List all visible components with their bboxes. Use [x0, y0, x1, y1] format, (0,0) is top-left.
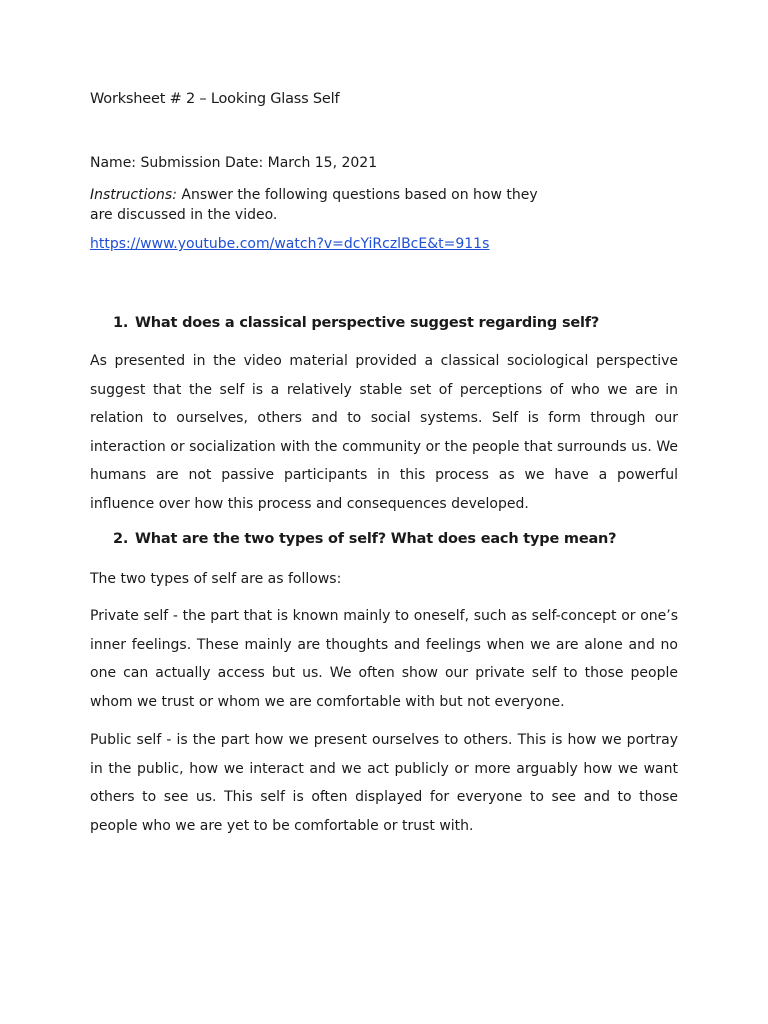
question-1-text: What does a classical perspective suggest regarding self?: [135, 315, 600, 331]
instructions-text: Answer the following questions based on how they are discussed in the video.: [90, 187, 538, 223]
question-1: [113, 315, 599, 331]
worksheet-title: Worksheet # 2 – Looking Glass Self: [90, 91, 340, 107]
question-2-text: What are the two types of self? What does each type mean?: [135, 531, 617, 547]
private-self-paragraph: Private self - the part that is known mainly to oneself, such as self-concept or one’s inner feelings. These mainly are thoughts and feelings when we are alone and no one can actually access but us. We often show our private self to those people whom we trust or whom we are comfortable with but not everyone.: [90, 608, 678, 710]
answer-1-paragraph: As presented in the video material provided a classical sociological perspective suggest that the self is a relatively stable set of perceptions of who we are in relation to ourselves, others and to social systems. Self is form through our interaction or socialization with the community or the people that surrounds us. We humans are not passive participants in this process as we have a powerful influence over how this process and consequences developed.: [90, 353, 678, 512]
name-submission-line: Name: Submission Date: March 15, 2021: [90, 155, 378, 171]
question-2: [113, 531, 616, 547]
instructions-label: Instructions:: [90, 187, 177, 203]
question-1-number: 1.: [113, 315, 129, 331]
video-link[interactable]: https://www.youtube.com/watch?v=dcYiRczlBcE&t=911s: [90, 236, 490, 252]
answer-2-intro: The two types of self are as follows:: [90, 571, 342, 587]
question-2-number: 2.: [113, 531, 129, 547]
public-self-paragraph: Public self - is the part how we present ourselves to others. This is how we portray in the public, how we interact and we act publicly or more arguably how we want others to see us. This self is often displayed for everyone to see and to those people who we are yet to be comfortable or trust with.: [90, 732, 678, 834]
instructions: [90, 185, 560, 225]
